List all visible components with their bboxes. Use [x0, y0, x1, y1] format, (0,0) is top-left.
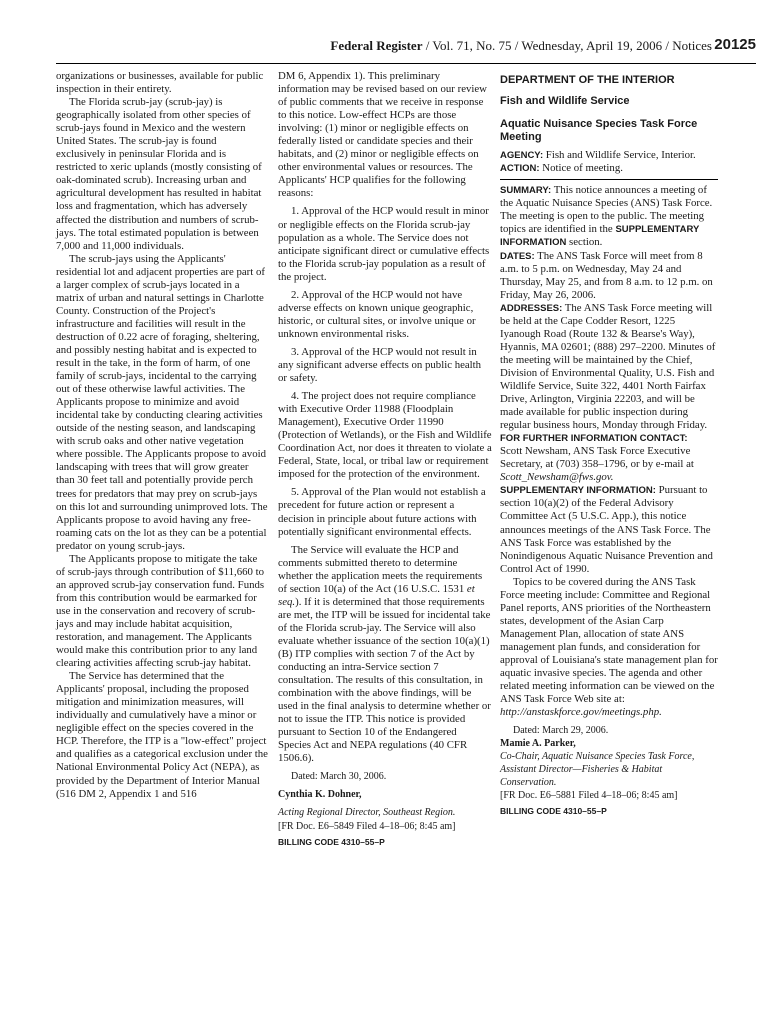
signer-title: Co-Chair, Aquatic Nuisance Species Task Force, Assistant Director—Fisheries & Habitat Conservation. [500, 751, 695, 789]
contact-section: Scott Newsham, ANS Task Force Executive Secretary, at (703) 358–1796, or by e-mail at Scott_Newsham@fws.gov. [500, 445, 694, 484]
dated-line: Dated: March 29, 2006. [513, 725, 609, 737]
column-3 [500, 70, 718, 819]
fr-doc-line: [FR Doc. E6–5849 Filed 4–18–06; 8:45 am] [278, 820, 456, 832]
paragraph: 2. Approval of the HCP would not have adverse effects on known unique geographic, historic, or cultural sites, or involve unique or unknown environmental risks. [278, 288, 476, 340]
dated-line: Dated: March 30, 2006. [291, 771, 387, 783]
paragraph: The Applicants propose to mitigate the take of scrub-jays through contribution of $11,660 to an approved scrub-jay conservation fund. Funds from this contribution would be earmarked for use in the conservation and recovery of scrub-jays and may include habitat acquisition, restoration, and management. The Applicants would make this contribution prior to any land clearing activities affecting scrub-jay habitat. [56, 552, 265, 670]
contact-email[interactable]: Scott_Newsham@fws.gov. [500, 471, 614, 484]
action-line: ACTION: Notice of meeting. [500, 162, 623, 175]
paragraph: 5. Approval of the Plan would not establish a precedent for future action or represent a decision in principle about future actions with potentially significant environmental effects. [278, 486, 486, 538]
addresses-section: ADDRESSES: The ANS Task Force meeting will be held at the Cape Codder Resort, 1225 Iyanough Road (Route 132 & Bearse's Way), Hyannis, MA 02601; (888) 297–2200. Minutes of the meeting will be maintained by the Chief, Division of Environmental Quality, U.S. Fish and Wildlife Service, Suite 322, 4401 North Fairfax Drive, Arlington, Virginia 22203, and will be made available for public inspection during regular business hours, Monday through Friday. [500, 301, 716, 432]
billing-code: BILLING CODE 4310–55–P [278, 836, 385, 847]
column-2 [278, 70, 492, 849]
notice-title: Aquatic Nuisance Species Task Force Meeting [500, 118, 698, 144]
header-rule [56, 63, 756, 64]
billing-code: BILLING CODE 4310–55–P [500, 806, 607, 817]
paragraph: 4. The project does not require compliance with Executive Order 11988 (Floodplain Management), Executive Order 11990 (Protection of Wetlands), or the Fish and Wildlife Coordination Act, nor does it threaten to violate a Federal, State, local, or tribal law or requirement imposed for the protection of the environment. [278, 390, 492, 481]
paragraph: The Service will evaluate the HCP and comments submitted thereto to determine whether the application meets the requirements of section 10(a) of the Act (16 U.S.C. 1531 et seq.). If it is determined that those requirements are met, the ITP will be issued for incidental take of the Florida scrub-jay. The Service will also evaluate whether issuance of the section 10(a)(1)(B) ITP complies with section 7 of the Act by conducting an intra-Service section 7 consultation. The results of this consultation, in combination with the above findings, will be used in the final analysis to determine whether or not to issue the ITP. This notice is provided pursuant to Section 10 of the Endangered Species Act and NEPA regulations (40 CFR 1506.6). [278, 543, 491, 765]
paragraph: 3. Approval of the HCP would not result in any significant adverse effects on public health or safety. [278, 345, 482, 385]
summary-section: SUMMARY: This notice announces a meeting of the Aquatic Nuisance Species (ANS) Task Force. The meeting is open to the public. The meeting topics are identified in the SUPPLEMENTARY INFORMATION section. [500, 184, 713, 249]
section-divider [500, 179, 718, 180]
signer-name: Mamie A. Parker, [500, 738, 576, 750]
paragraph: The Service has determined that the Applicants' proposal, including the proposed mitigation and minimization measures, will individually and cumulatively have a minor or negligible effect on the species covered in the HCP. Therefore, the ITP is a "low-effect" project and qualifies as a categorical exclusion under the National Environmental Policy Act (NEPA), as provided by the Department of Interior Manual (516 DM 2, Appendix 1 and 516 [56, 670, 268, 800]
paragraph: The Florida scrub-jay (scrub-jay) is geographically isolated from other species of scrub-jays found in Mexico and the western United States. The scrub-jay is found exclusively in peninsular Florida and is restricted to xeric uplands (mostly consisting of oak-dominated scrub). Increasing urban and agricultural development has resulted in habitat loss and fragmentation, which has adversely affected the distribution and numbers of scrub-jays. The total estimated population is between 7,000 and 11,000 individuals. [56, 96, 262, 252]
meetings-url[interactable]: http://anstaskforce.gov/meetings.php. [500, 706, 662, 719]
paragraph: The scrub-jays using the Applicants' residential lot and adjacent properties are part of a larger complex of scrub-jays located in a matrix of urban and natural settings in Charlotte County. Construction of the Project's infrastructure and facilities will result in the destruction of 0.22 acre of foraging, sheltering, and possibly nesting habitat and is expected to result in the take, in the form of harm, of one family of scrub-jays, incidental to the carrying out of these otherwise lawful activities. The Applicants propose to minimize and avoid incidental take by conducting clearing activities outside of the nesting season, and landscaping with scrub oaks and other native vegetation where possible. The Applicants propose to avoid landscaping with trees that will grow greater than 30 feet tall and potentially provide perch trees for predators that may prey on scrub-jays on this lot and surrounding unimproved lots. The Applicants propose to avoid having any free-roaming cats on the lot as they can be a potential predator on young scrub-jays. [56, 252, 268, 552]
fr-doc-line: [FR Doc. E6–5881 Filed 4–18–06; 8:45 am] [500, 790, 678, 802]
agency-line: AGENCY: Fish and Wildlife Service, Interior. [500, 149, 696, 162]
paragraph: 1. Approval of the HCP would result in minor or negligible effects on the Florida scrub-jay population as a whole. The Service does not anticipate significant direct or cumulative effects to the Florida scrub-jay population as a result of the project. [278, 205, 490, 283]
department-heading: DEPARTMENT OF THE INTERIOR [500, 74, 675, 86]
running-header [0, 38, 712, 54]
column-1 [56, 70, 268, 801]
contact-label: FOR FURTHER INFORMATION CONTACT: [500, 433, 688, 445]
agency-heading: Fish and Wildlife Service [500, 95, 630, 108]
dates-section: DATES: The ANS Task Force will meet from 8 a.m. to 5 p.m. on Wednesday, May 24 and Thursday, May 25, and from 8 a.m. to 12 p.m. on Friday, May 26, 2006. [500, 249, 713, 301]
issue-details: / Vol. 71, No. 75 / Wednesday, April 19, 2006 / Notices [422, 38, 712, 53]
paragraph: DM 6, Appendix 1). This preliminary information may be revised based on our review of public comments that we receive in response to this notice. Low-effect HCPs are those involving: (1) minor or negligible effects on federally listed or candidate species and their habitats, and (2) minor or negligible effects on other environmental values or resources. The Applicants' HCP qualifies for the following reasons: [278, 70, 487, 200]
signer-title: Acting Regional Director, Southeast Region. [278, 807, 456, 819]
signer-name: Cynthia K. Dohner, [278, 789, 362, 801]
page-number: 20125 [714, 36, 756, 53]
topics-paragraph: Topics to be covered during the ANS Task Force meeting include: Committee and Regional Panel reports, ANS priorities of the Northeastern states, development of the Asian Carp Management Plan, allocation of state ANS management plan funds, and consideration for approval of Louisiana's state management plan for aquatic invasive species. The agenda and other related meeting information can be viewed on the ANS Task Force Web site at: http://anstaskforce.gov/meetings.php. [500, 575, 718, 719]
supplementary-section: SUPPLEMENTARY INFORMATION: Pursuant to section 10(a)(2) of the Federal Advisory Committee Act (5 U.S.C. App.), this notice announces meetings of the ANS Task Force. The ANS Task Force was established by the Nonindigenous Aquatic Nuisance Prevention and Control Act of 1990. [500, 484, 713, 575]
publication-name: Federal Register [330, 38, 423, 53]
paragraph: organizations or businesses, available for public inspection in their entirety. [56, 70, 264, 96]
